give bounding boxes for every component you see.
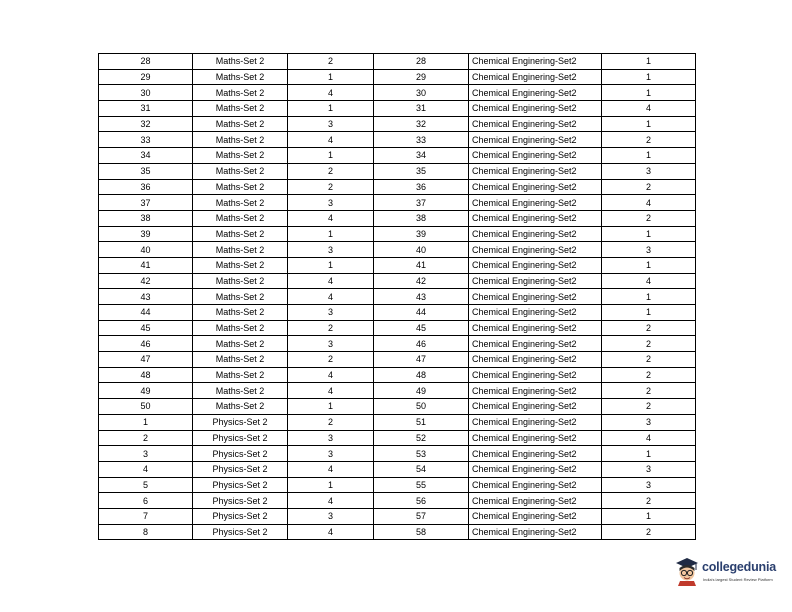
table-row xyxy=(99,383,696,399)
right-subject-cell: Chemical Enginering-Set2 xyxy=(469,54,602,70)
right-subject-cell: Chemical Enginering-Set2 xyxy=(469,116,602,132)
left-question-number-cell: 50 xyxy=(99,399,193,415)
right-question-number-cell: 40 xyxy=(374,242,469,258)
right-subject-cell: Chemical Enginering-Set2 xyxy=(469,320,602,336)
right-answer-cell: 4 xyxy=(602,101,696,117)
left-question-number-cell: 33 xyxy=(99,132,193,148)
logo-tagline: India's largest Student Review Platform xyxy=(703,577,773,582)
left-subject-cell: Maths-Set 2 xyxy=(193,116,288,132)
table-row xyxy=(99,226,696,242)
right-answer-cell: 1 xyxy=(602,508,696,524)
left-question-number-cell: 32 xyxy=(99,116,193,132)
left-question-number-cell: 29 xyxy=(99,69,193,85)
left-subject-cell: Physics-Set 2 xyxy=(193,446,288,462)
left-subject-cell: Maths-Set 2 xyxy=(193,195,288,211)
left-subject-cell: Physics-Set 2 xyxy=(193,508,288,524)
left-answer-cell: 1 xyxy=(288,69,374,85)
table-row xyxy=(99,430,696,446)
right-subject-cell: Chemical Enginering-Set2 xyxy=(469,257,602,273)
left-subject-cell: Maths-Set 2 xyxy=(193,257,288,273)
left-question-number-cell: 44 xyxy=(99,305,193,321)
table-row xyxy=(99,352,696,368)
right-question-number-cell: 42 xyxy=(374,273,469,289)
left-subject-cell: Maths-Set 2 xyxy=(193,305,288,321)
right-answer-cell: 2 xyxy=(602,383,696,399)
right-question-number-cell: 41 xyxy=(374,257,469,273)
right-subject-cell: Chemical Enginering-Set2 xyxy=(469,305,602,321)
left-question-number-cell: 38 xyxy=(99,210,193,226)
left-subject-cell: Physics-Set 2 xyxy=(193,461,288,477)
left-subject-cell: Maths-Set 2 xyxy=(193,101,288,117)
right-answer-cell: 2 xyxy=(602,524,696,540)
left-question-number-cell: 31 xyxy=(99,101,193,117)
right-subject-cell: Chemical Enginering-Set2 xyxy=(469,132,602,148)
right-question-number-cell: 57 xyxy=(374,508,469,524)
right-subject-cell: Chemical Enginering-Set2 xyxy=(469,163,602,179)
right-question-number-cell: 35 xyxy=(374,163,469,179)
left-answer-cell: 4 xyxy=(288,289,374,305)
left-answer-cell: 4 xyxy=(288,132,374,148)
left-answer-cell: 2 xyxy=(288,54,374,70)
table-row xyxy=(99,179,696,195)
right-answer-cell: 1 xyxy=(602,305,696,321)
left-question-number-cell: 1 xyxy=(99,414,193,430)
right-subject-cell: Chemical Enginering-Set2 xyxy=(469,430,602,446)
right-subject-cell: Chemical Enginering-Set2 xyxy=(469,101,602,117)
left-question-number-cell: 49 xyxy=(99,383,193,399)
right-answer-cell: 1 xyxy=(602,289,696,305)
right-subject-cell: Chemical Enginering-Set2 xyxy=(469,195,602,211)
right-subject-cell: Chemical Enginering-Set2 xyxy=(469,446,602,462)
left-subject-cell: Maths-Set 2 xyxy=(193,210,288,226)
left-subject-cell: Maths-Set 2 xyxy=(193,179,288,195)
left-question-number-cell: 43 xyxy=(99,289,193,305)
left-subject-cell: Physics-Set 2 xyxy=(193,414,288,430)
left-subject-cell: Maths-Set 2 xyxy=(193,132,288,148)
right-question-number-cell: 48 xyxy=(374,367,469,383)
right-question-number-cell: 58 xyxy=(374,524,469,540)
table-row xyxy=(99,257,696,273)
table-row xyxy=(99,446,696,462)
left-answer-cell: 4 xyxy=(288,273,374,289)
right-question-number-cell: 46 xyxy=(374,336,469,352)
table-row xyxy=(99,477,696,493)
right-question-number-cell: 37 xyxy=(374,195,469,211)
left-answer-cell: 3 xyxy=(288,195,374,211)
left-answer-cell: 2 xyxy=(288,320,374,336)
right-subject-cell: Chemical Enginering-Set2 xyxy=(469,524,602,540)
left-subject-cell: Physics-Set 2 xyxy=(193,493,288,509)
right-subject-cell: Chemical Enginering-Set2 xyxy=(469,85,602,101)
right-subject-cell: Chemical Enginering-Set2 xyxy=(469,367,602,383)
left-question-number-cell: 30 xyxy=(99,85,193,101)
right-subject-cell: Chemical Enginering-Set2 xyxy=(469,461,602,477)
left-question-number-cell: 41 xyxy=(99,257,193,273)
left-question-number-cell: 37 xyxy=(99,195,193,211)
left-question-number-cell: 4 xyxy=(99,461,193,477)
right-answer-cell: 2 xyxy=(602,336,696,352)
right-answer-cell: 1 xyxy=(602,226,696,242)
right-question-number-cell: 33 xyxy=(374,132,469,148)
right-subject-cell: Chemical Enginering-Set2 xyxy=(469,242,602,258)
table-row xyxy=(99,305,696,321)
right-subject-cell: Chemical Enginering-Set2 xyxy=(469,493,602,509)
left-answer-cell: 4 xyxy=(288,210,374,226)
right-question-number-cell: 52 xyxy=(374,430,469,446)
left-question-number-cell: 42 xyxy=(99,273,193,289)
left-question-number-cell: 3 xyxy=(99,446,193,462)
right-answer-cell: 2 xyxy=(602,493,696,509)
table-row xyxy=(99,210,696,226)
right-question-number-cell: 36 xyxy=(374,179,469,195)
table-row xyxy=(99,148,696,164)
logo-brand: collegedunia xyxy=(702,560,777,574)
left-answer-cell: 4 xyxy=(288,493,374,509)
right-answer-cell: 3 xyxy=(602,414,696,430)
right-answer-cell: 3 xyxy=(602,242,696,258)
collegedunia-logo xyxy=(675,556,783,588)
right-answer-cell: 1 xyxy=(602,85,696,101)
left-answer-cell: 2 xyxy=(288,352,374,368)
table-row xyxy=(99,461,696,477)
left-question-number-cell: 40 xyxy=(99,242,193,258)
right-question-number-cell: 38 xyxy=(374,210,469,226)
right-answer-cell: 2 xyxy=(602,179,696,195)
right-subject-cell: Chemical Enginering-Set2 xyxy=(469,289,602,305)
right-question-number-cell: 30 xyxy=(374,85,469,101)
right-question-number-cell: 55 xyxy=(374,477,469,493)
right-question-number-cell: 28 xyxy=(374,54,469,70)
left-answer-cell: 4 xyxy=(288,85,374,101)
right-question-number-cell: 50 xyxy=(374,399,469,415)
table-row xyxy=(99,195,696,211)
right-answer-cell: 4 xyxy=(602,195,696,211)
left-answer-cell: 3 xyxy=(288,430,374,446)
left-subject-cell: Maths-Set 2 xyxy=(193,289,288,305)
right-answer-cell: 2 xyxy=(602,210,696,226)
table-row xyxy=(99,242,696,258)
left-answer-cell: 1 xyxy=(288,148,374,164)
right-answer-cell: 3 xyxy=(602,477,696,493)
right-question-number-cell: 54 xyxy=(374,461,469,477)
right-question-number-cell: 44 xyxy=(374,305,469,321)
right-answer-cell: 4 xyxy=(602,273,696,289)
right-answer-cell: 4 xyxy=(602,430,696,446)
left-subject-cell: Maths-Set 2 xyxy=(193,148,288,164)
right-subject-cell: Chemical Enginering-Set2 xyxy=(469,69,602,85)
right-subject-cell: Chemical Enginering-Set2 xyxy=(469,414,602,430)
right-question-number-cell: 32 xyxy=(374,116,469,132)
right-subject-cell: Chemical Enginering-Set2 xyxy=(469,179,602,195)
right-question-number-cell: 51 xyxy=(374,414,469,430)
right-question-number-cell: 39 xyxy=(374,226,469,242)
right-answer-cell: 2 xyxy=(602,132,696,148)
left-answer-cell: 2 xyxy=(288,179,374,195)
table-row xyxy=(99,101,696,117)
left-answer-cell: 3 xyxy=(288,116,374,132)
left-answer-cell: 1 xyxy=(288,477,374,493)
right-question-number-cell: 34 xyxy=(374,148,469,164)
left-subject-cell: Maths-Set 2 xyxy=(193,352,288,368)
left-subject-cell: Maths-Set 2 xyxy=(193,54,288,70)
right-answer-cell: 2 xyxy=(602,367,696,383)
left-subject-cell: Maths-Set 2 xyxy=(193,273,288,289)
right-question-number-cell: 31 xyxy=(374,101,469,117)
right-question-number-cell: 47 xyxy=(374,352,469,368)
table-row xyxy=(99,132,696,148)
right-answer-cell: 1 xyxy=(602,116,696,132)
left-answer-cell: 2 xyxy=(288,414,374,430)
right-subject-cell: Chemical Enginering-Set2 xyxy=(469,352,602,368)
answer-key-table xyxy=(98,53,696,540)
right-question-number-cell: 56 xyxy=(374,493,469,509)
left-question-number-cell: 28 xyxy=(99,54,193,70)
left-subject-cell: Maths-Set 2 xyxy=(193,383,288,399)
left-subject-cell: Maths-Set 2 xyxy=(193,320,288,336)
left-subject-cell: Physics-Set 2 xyxy=(193,430,288,446)
table-row xyxy=(99,367,696,383)
table-row xyxy=(99,414,696,430)
right-subject-cell: Chemical Enginering-Set2 xyxy=(469,273,602,289)
left-question-number-cell: 36 xyxy=(99,179,193,195)
left-answer-cell: 1 xyxy=(288,101,374,117)
right-subject-cell: Chemical Enginering-Set2 xyxy=(469,226,602,242)
right-subject-cell: Chemical Enginering-Set2 xyxy=(469,383,602,399)
left-subject-cell: Maths-Set 2 xyxy=(193,367,288,383)
right-answer-cell: 2 xyxy=(602,320,696,336)
right-answer-cell: 1 xyxy=(602,54,696,70)
right-answer-cell: 2 xyxy=(602,352,696,368)
left-answer-cell: 3 xyxy=(288,446,374,462)
table-row xyxy=(99,336,696,352)
right-answer-cell: 1 xyxy=(602,446,696,462)
left-subject-cell: Physics-Set 2 xyxy=(193,477,288,493)
right-subject-cell: Chemical Enginering-Set2 xyxy=(469,148,602,164)
left-answer-cell: 1 xyxy=(288,399,374,415)
table-row xyxy=(99,493,696,509)
left-question-number-cell: 47 xyxy=(99,352,193,368)
table-row xyxy=(99,508,696,524)
right-subject-cell: Chemical Enginering-Set2 xyxy=(469,477,602,493)
table-row xyxy=(99,273,696,289)
right-question-number-cell: 49 xyxy=(374,383,469,399)
left-answer-cell: 1 xyxy=(288,257,374,273)
left-question-number-cell: 2 xyxy=(99,430,193,446)
right-answer-cell: 2 xyxy=(602,399,696,415)
left-answer-cell: 4 xyxy=(288,367,374,383)
right-answer-cell: 3 xyxy=(602,461,696,477)
right-answer-cell: 1 xyxy=(602,69,696,85)
right-subject-cell: Chemical Enginering-Set2 xyxy=(469,210,602,226)
left-answer-cell: 3 xyxy=(288,336,374,352)
left-question-number-cell: 8 xyxy=(99,524,193,540)
table-row xyxy=(99,54,696,70)
left-question-number-cell: 6 xyxy=(99,493,193,509)
left-question-number-cell: 48 xyxy=(99,367,193,383)
left-subject-cell: Maths-Set 2 xyxy=(193,336,288,352)
left-question-number-cell: 5 xyxy=(99,477,193,493)
left-subject-cell: Maths-Set 2 xyxy=(193,163,288,179)
left-question-number-cell: 45 xyxy=(99,320,193,336)
right-answer-cell: 1 xyxy=(602,148,696,164)
left-question-number-cell: 7 xyxy=(99,508,193,524)
left-subject-cell: Maths-Set 2 xyxy=(193,85,288,101)
left-answer-cell: 1 xyxy=(288,226,374,242)
left-answer-cell: 4 xyxy=(288,524,374,540)
left-answer-cell: 3 xyxy=(288,242,374,258)
left-question-number-cell: 34 xyxy=(99,148,193,164)
left-answer-cell: 3 xyxy=(288,508,374,524)
left-subject-cell: Maths-Set 2 xyxy=(193,399,288,415)
right-question-number-cell: 53 xyxy=(374,446,469,462)
right-question-number-cell: 29 xyxy=(374,69,469,85)
table-row xyxy=(99,69,696,85)
left-answer-cell: 3 xyxy=(288,305,374,321)
right-answer-cell: 3 xyxy=(602,163,696,179)
right-question-number-cell: 45 xyxy=(374,320,469,336)
table-row xyxy=(99,524,696,540)
graduate-mascot-icon xyxy=(675,556,699,586)
table-row xyxy=(99,116,696,132)
right-subject-cell: Chemical Enginering-Set2 xyxy=(469,508,602,524)
table-row xyxy=(99,163,696,179)
right-subject-cell: Chemical Enginering-Set2 xyxy=(469,399,602,415)
table-row xyxy=(99,85,696,101)
right-question-number-cell: 43 xyxy=(374,289,469,305)
left-answer-cell: 4 xyxy=(288,461,374,477)
left-subject-cell: Maths-Set 2 xyxy=(193,69,288,85)
table-row xyxy=(99,320,696,336)
left-question-number-cell: 46 xyxy=(99,336,193,352)
left-subject-cell: Maths-Set 2 xyxy=(193,242,288,258)
left-question-number-cell: 39 xyxy=(99,226,193,242)
right-subject-cell: Chemical Enginering-Set2 xyxy=(469,336,602,352)
right-answer-cell: 1 xyxy=(602,257,696,273)
left-question-number-cell: 35 xyxy=(99,163,193,179)
answer-key-body xyxy=(99,54,696,540)
table-row xyxy=(99,289,696,305)
left-subject-cell: Maths-Set 2 xyxy=(193,226,288,242)
table-row xyxy=(99,399,696,415)
left-answer-cell: 2 xyxy=(288,163,374,179)
left-subject-cell: Physics-Set 2 xyxy=(193,524,288,540)
left-answer-cell: 4 xyxy=(288,383,374,399)
